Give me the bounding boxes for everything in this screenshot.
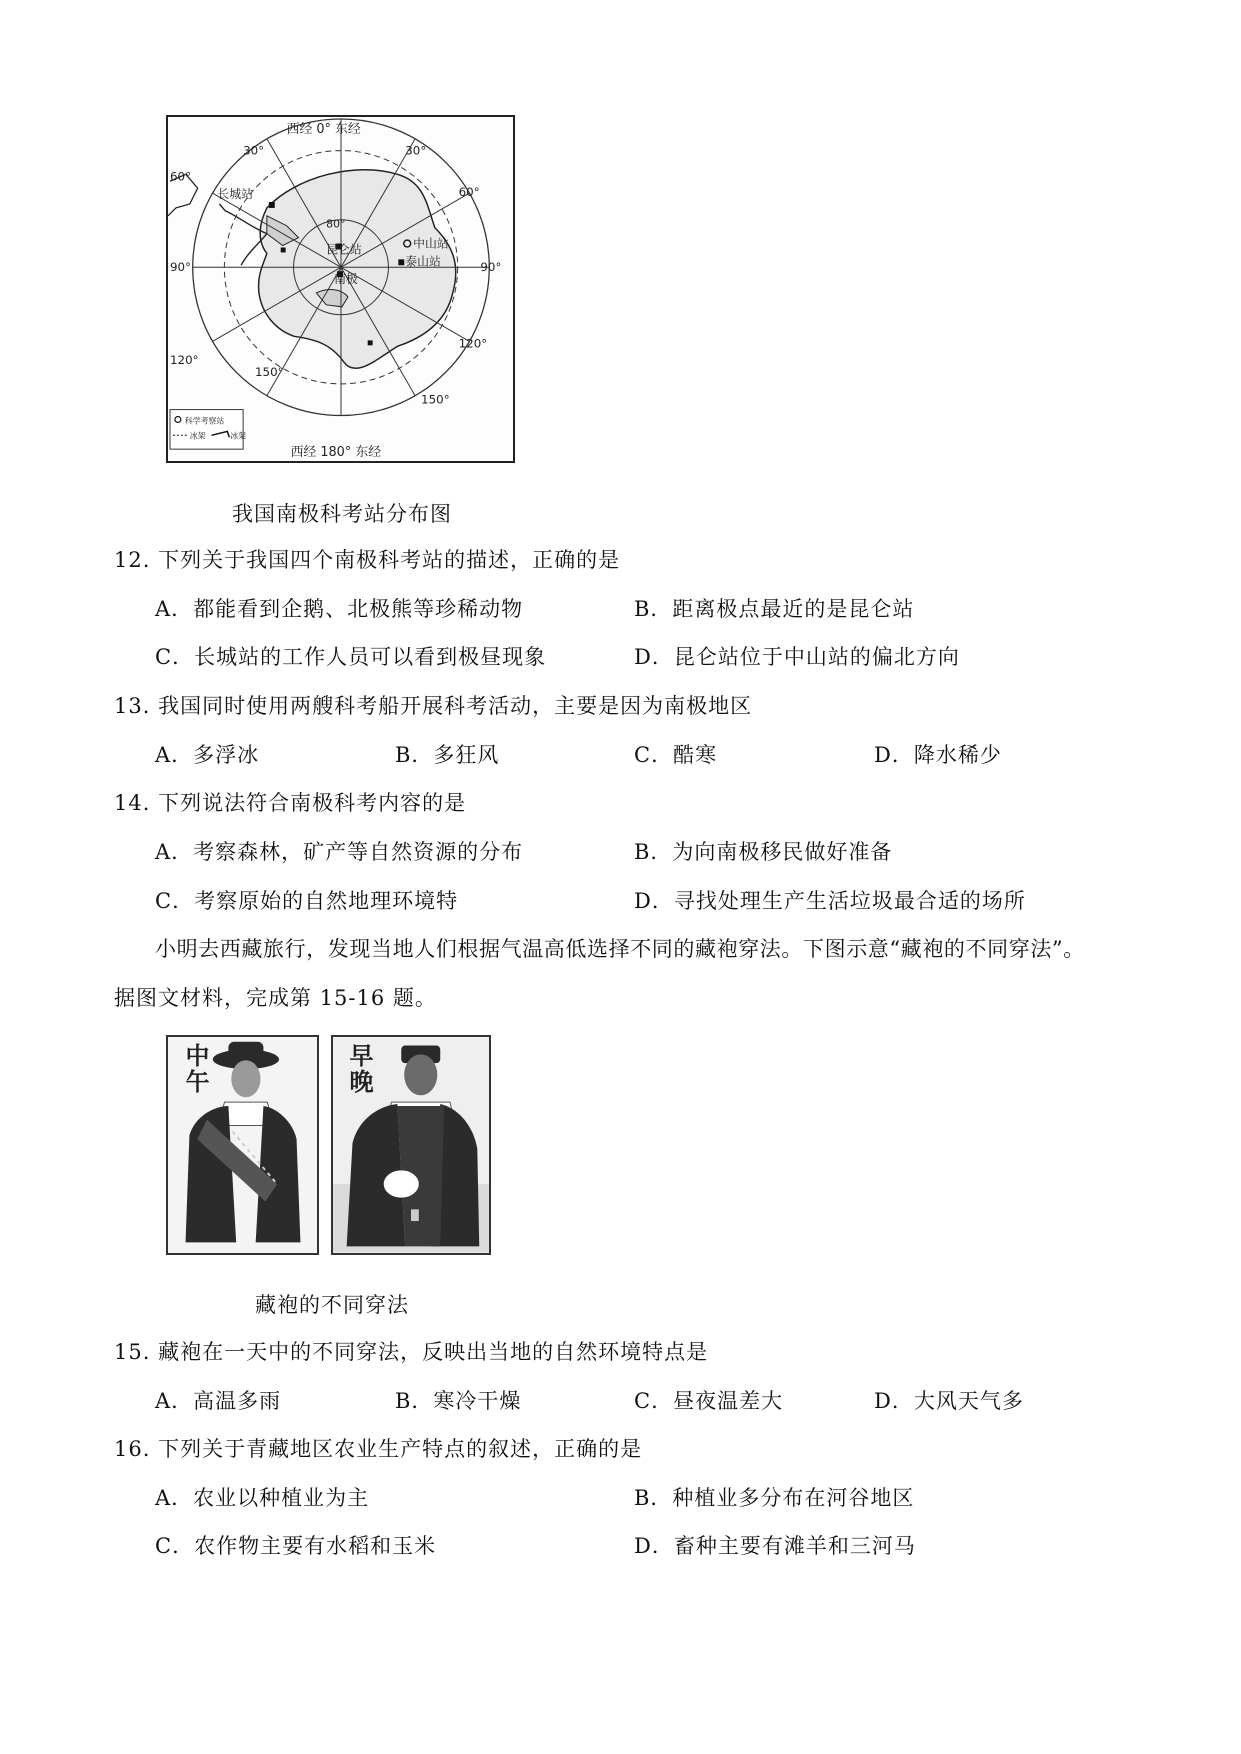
question-number: 15. (114, 1340, 151, 1364)
map-label-lon120-left: 120° (169, 353, 199, 368)
map-legend-shelf: 冰架 (230, 431, 247, 441)
map-legend-ice: 冰架 (189, 431, 206, 441)
map-drawing (168, 117, 513, 461)
photo-caption: 藏袍的不同穿法 (255, 1293, 409, 1317)
q16-option-c: C．农作物主要有水稻和玉米 (155, 1534, 437, 1558)
question-stem: 下列关于我国四个南极科考站的描述，正确的是 (158, 548, 621, 572)
photo-noon-label: 中午 (181, 1043, 209, 1095)
question-number: 14. (114, 791, 151, 815)
map-label-lon30-right: 30° (405, 143, 427, 158)
map-label-kunlun: 昆仑站 (326, 242, 362, 257)
q12-option-b: B．距离极点最近的是昆仑站 (634, 597, 915, 621)
map-label-lon30-left: 30° (243, 143, 265, 158)
question-stem: 下列说法符合南极科考内容的是 (158, 791, 467, 815)
question-number: 16. (114, 1437, 151, 1461)
map-legend-station: 科学考察站 (184, 416, 225, 426)
question-number: 12. (114, 548, 151, 572)
question-stem: 我国同时使用两艘科考船开展科考活动，主要是因为南极地区 (158, 694, 753, 718)
question-15 (114, 1338, 708, 1366)
antarctic-station-map (166, 115, 515, 463)
q12-option-d: D．昆仑站位于中山站的偏北方向 (634, 645, 960, 669)
q14-option-a: A．考察森林，矿产等自然资源的分布 (155, 840, 524, 864)
map-label-pole: 南极 (334, 272, 358, 287)
q16-option-b: B．种植业多分布在河谷地区 (634, 1486, 915, 1510)
q15-option-a: A．高温多雨 (155, 1389, 282, 1413)
question-12 (114, 546, 620, 574)
map-label-top: 西经 0° 东经 (286, 121, 361, 137)
q14-option-d: D．寻找处理生产生活垃圾最合适的场所 (634, 889, 1026, 913)
q16-option-d: D．畜种主要有滩羊和三河马 (634, 1534, 916, 1558)
q13-option-b: B．多狂风 (395, 743, 500, 767)
passage-line-1: 小明去西藏旅行，发现当地人们根据气温高低选择不同的藏袍穿法。下图示意“藏袍的不同穿法”。 (155, 937, 1085, 961)
question-stem: 下列关于青藏地区农业生产特点的叙述，正确的是 (158, 1437, 643, 1461)
question-16 (114, 1435, 642, 1463)
q14-option-c: C．考察原始的自然地理环境特 (155, 889, 459, 913)
map-label-taishan: 泰山站 (405, 254, 441, 269)
question-stem: 藏袍在一天中的不同穿法，反映出当地的自然环境特点是 (158, 1340, 709, 1364)
q12-option-c: C．长城站的工作人员可以看到极昼现象 (155, 645, 547, 669)
map-label-lon150-right: 150° (421, 392, 450, 407)
q13-option-a: A．多浮冰 (155, 743, 260, 767)
q15-option-b: B．寒冷干燥 (395, 1389, 522, 1413)
map-label-lon60-right: 60° (458, 185, 480, 200)
map-label-lon60-left: 60° (169, 169, 192, 184)
map-label-lon90-left: 90° (169, 260, 192, 275)
map-label-zhongshan: 中山站 (413, 236, 449, 251)
map-label-bottom: 西经 180° 东经 (290, 445, 382, 461)
q12-option-a: A．都能看到企鹅、北极熊等珍稀动物 (155, 597, 524, 621)
map-label-lon90-right: 90° (480, 260, 502, 275)
map-label-lon150-left: 150° (254, 364, 284, 379)
map-label-lat80: 80° (326, 217, 346, 231)
photo-morning-evening-label: 早晚 (345, 1043, 373, 1095)
q13-option-c: C．酷寒 (634, 743, 718, 767)
q15-option-d: D．大风天气多 (874, 1389, 1024, 1413)
map-label-changcheng: 长城站 (217, 187, 254, 202)
question-13 (114, 692, 752, 720)
q15-option-c: C．昼夜温差大 (634, 1389, 784, 1413)
question-number: 13. (114, 694, 151, 718)
map-label-lon120-right: 120° (458, 336, 488, 351)
q16-option-a: A．农业以种植业为主 (155, 1486, 370, 1510)
q14-option-b: B．为向南极移民做好准备 (634, 840, 893, 864)
map-caption: 我国南极科考站分布图 (232, 502, 452, 526)
q13-option-d: D．降水稀少 (874, 743, 1002, 767)
passage-line-2: 据图文材料，完成第 15-16 题。 (114, 986, 437, 1010)
question-14 (114, 789, 466, 817)
